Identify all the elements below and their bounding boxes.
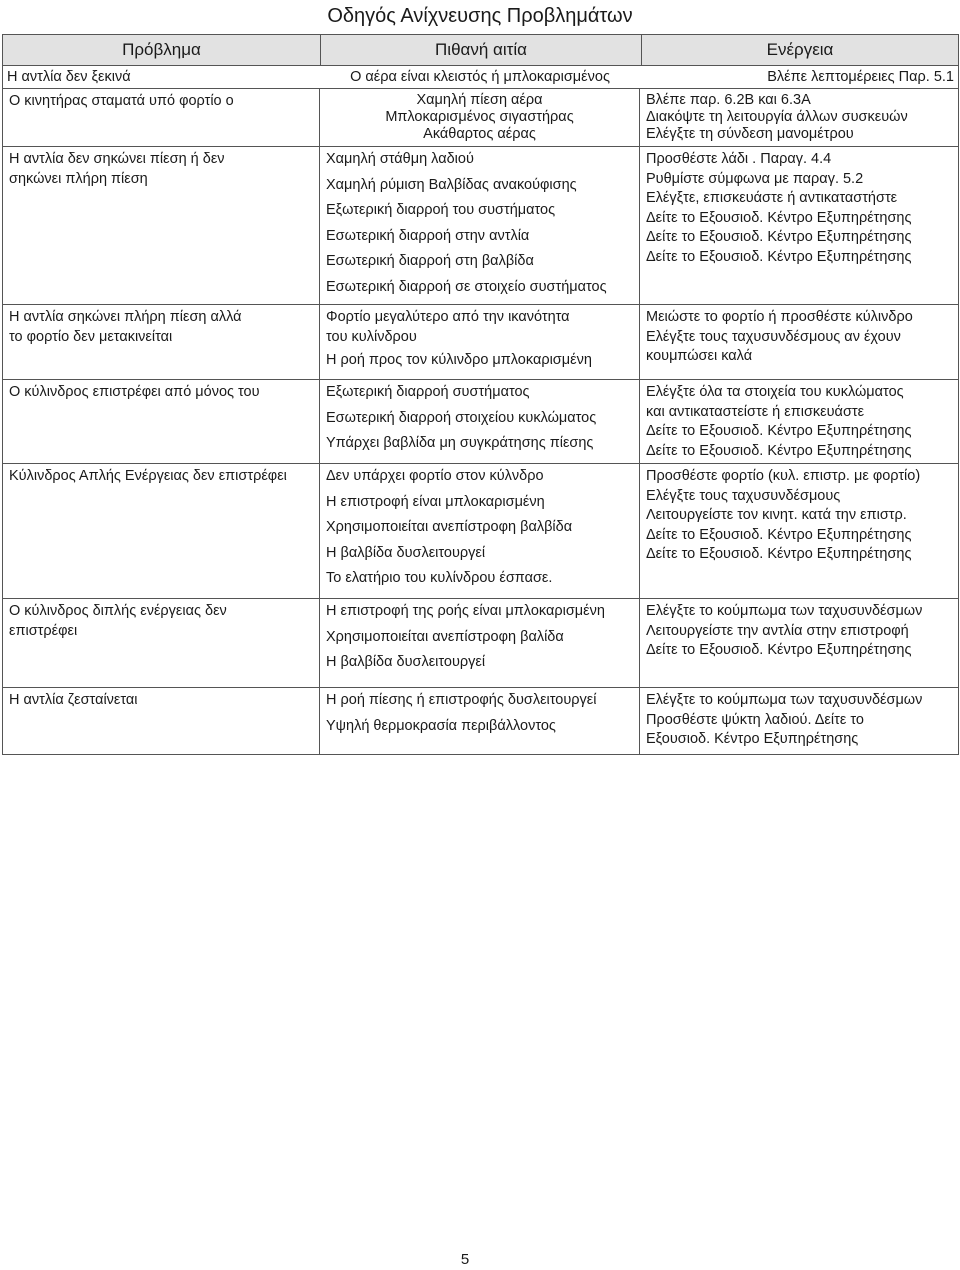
action-line: Μειώστε το φορτίο ή προσθέστε κύλινδρο <box>646 309 913 325</box>
cause-cell <box>320 688 640 754</box>
problem-cell <box>3 464 320 598</box>
problem-cell <box>3 688 320 754</box>
problem-line: Ο κύλινδρος διπλής ενέργειας δεν <box>9 603 227 619</box>
cause-line: Η ροή προς τον κύλινδρο μπλοκαρισμένη <box>326 352 592 368</box>
action-line: Εξουσιοδ. Κέντρο Εξυπηρέτησης <box>646 731 859 747</box>
page-title: Οδηγός Ανίχνευσης Προβλημάτων <box>327 5 633 27</box>
problem-line: επιστρέφει <box>9 622 78 639</box>
action-line: Ελέγξτε όλα τα στοιχεία του κυκλώματος <box>646 384 904 400</box>
cause-cell <box>320 464 640 598</box>
header-action: Ενέργεια <box>766 40 834 59</box>
cause-line: Η βαλβίδα δυσλειτουργεί <box>326 654 486 670</box>
action-line: Δείτε το Εξουσιοδ. Κέντρο Εξυπηρέτησης <box>646 209 912 226</box>
header-cause: Πιθανή αιτία <box>321 35 642 65</box>
cause-line: Χαμηλή πίεση αέρα <box>416 92 543 108</box>
action-line: Δείτε το Εξουσιοδ. Κέντρο Εξυπηρέτησης <box>646 642 912 658</box>
cause-line: Χαμηλή στάθμη λαδιού <box>326 151 474 167</box>
cause-line: Φορτίο μεγαλύτερο από την ικανότητα <box>326 309 570 325</box>
cause-cell <box>320 380 640 463</box>
action-cell: Βλέπε λεπτομέρειες Παρ. 5.1 <box>767 69 954 85</box>
action-line: Ελέγξτε το κούμπωμα των ταχυσυνδέσμων <box>646 692 923 708</box>
problem-cell <box>3 305 320 379</box>
action-cell <box>640 305 958 379</box>
problem-cell: Η αντλία δεν ξεκινά <box>7 69 131 85</box>
action-cell <box>640 89 958 146</box>
problem-line: Η αντλία ζεσταίνεται <box>9 692 138 708</box>
cause-cell <box>320 89 640 146</box>
problem-line: Η αντλία δεν σηκώνει πίεση ή δεν <box>9 151 225 167</box>
page-number: 5 <box>460 1251 470 1268</box>
cause-cell <box>320 599 640 687</box>
cause-line: Εσωτερική διαρροή στη βαλβίδα <box>326 253 534 269</box>
cause-line: Εσωτερική διαρροή στην αντλία <box>326 227 530 244</box>
action-line: Δείτε το Εξουσιοδ. Κέντρο Εξυπηρέτησης <box>646 442 912 459</box>
cause-line: Η επιστροφή της ροής είναι μπλοκαρισμένη <box>326 603 605 619</box>
action-line: Ελέγξτε τη σύνδεση μανομέτρου <box>646 126 854 142</box>
cause-line: Εξωτερική διαρροή συστήματος <box>326 384 530 400</box>
cause-line: Εσωτερική διαρροή σε στοιχείο συστήματος <box>326 278 607 295</box>
action-line: Ελέγξτε, επισκευάστε ή αντικαταστήστε <box>646 190 898 206</box>
cause-line: Η επιστροφή είναι μπλοκαρισμένη <box>326 493 545 510</box>
table-row <box>3 688 958 754</box>
action-line: Βλέπε παρ. 6.2Β και 6.3Α <box>646 92 811 108</box>
action-line: και αντικαταστείστε ή επισκευάστε <box>646 403 865 420</box>
action-cell <box>640 599 958 687</box>
cause-line: Ακάθαρτος αέρας <box>423 126 536 142</box>
problem-line: σηκώνει πλήρη πίεση <box>9 170 148 187</box>
problem-cell <box>3 147 320 304</box>
action-line: Προσθέστε ψύκτη λαδιού. Δείτε το <box>646 711 864 728</box>
cause-line: Χρησιμοποιείται ανεπίστροφη βαλίδα <box>326 628 564 645</box>
action-line: Δείτε το Εξουσιοδ. Κέντρο Εξυπηρέτησης <box>646 546 912 562</box>
table-row <box>3 599 958 688</box>
troubleshooting-table <box>2 34 959 755</box>
action-cell <box>640 147 958 304</box>
cause-line: Δεν υπάρχει φορτίο στον κύλνδρο <box>326 468 544 484</box>
cause-line: Εξωτερική διαρροή του συστήματος <box>326 202 556 218</box>
action-cell <box>640 380 958 463</box>
cause-line: Εσωτερική διαρροή στοιχείου κυκλώματος <box>326 409 597 426</box>
cause-line: Χαμηλή ρύμιση Βαλβίδας ανακούφισης <box>326 176 577 193</box>
cause-line: Η βαλβίδα δυσλειτουργεί <box>326 544 486 561</box>
cause-line: Η ροή πίεσης ή επιστροφής δυσλειτουργεί <box>326 692 597 708</box>
cause-line: Υπάρχει βαβλίδα μη συγκράτησης πίεσης <box>326 435 594 451</box>
table-row <box>3 464 958 599</box>
action-cell <box>640 688 958 754</box>
action-line: κουμπώσει καλά <box>646 348 753 364</box>
action-line: Λειτουργείστε την αντλία στην επιστροφή <box>646 622 909 639</box>
action-line: Ελέγξτε το κούμπωμα των ταχυσυνδέσμων <box>646 603 923 619</box>
cause-line: Μπλοκαρισμένος σιγαστήρας <box>385 109 574 125</box>
problem-cell <box>3 599 320 687</box>
header-problem: Πρόβλημα <box>3 35 321 65</box>
cause-cell <box>320 147 640 304</box>
action-line: Προσθέστε φορτίο (κυλ. επιστρ. με φορτίο) <box>646 468 921 484</box>
problem-line: Ο κινητήρας σταματά υπό φορτίο ο <box>9 93 234 109</box>
cause-cell: Ο αέρα είναι κλειστός ή μπλοκαρισμένος <box>350 69 610 85</box>
table-row <box>3 305 958 380</box>
cause-line: Το ελατήριο του κυλίνδρου έσπασε. <box>326 570 553 586</box>
problem-line: Κύλινδρος Απλής Ενέργειας δεν επιστρέφει <box>9 468 287 484</box>
action-line: Ελέγξτε τους ταχυσυνδέσμους αν έχουν <box>646 328 901 345</box>
table-row <box>3 147 958 305</box>
table-row <box>3 66 958 89</box>
cause-line: του κυλίνδρου <box>326 328 417 345</box>
problem-cell <box>3 380 320 463</box>
action-line: Δείτε το Εξουσιοδ. Κέντρο Εξυπηρέτησης <box>646 229 912 245</box>
action-line: Διακόψτε τη λειτουργία άλλων συσκευών <box>646 109 908 125</box>
cause-line: Χρησιμοποιείται ανεπίστροφη βαλβίδα <box>326 519 573 535</box>
action-line: Ρυθμίστε σύμφωνα με παραγ. 5.2 <box>646 170 864 187</box>
table-row <box>3 89 958 147</box>
action-cell <box>640 464 958 598</box>
action-line: Δείτε το Εξουσιοδ. Κέντρο Εξυπηρέτησης <box>646 526 912 543</box>
cause-line: Υψηλή θερμοκρασία περιβάλλοντος <box>326 717 556 734</box>
cause-cell <box>320 305 640 379</box>
action-line: Προσθέστε λάδι . Παραγ. 4.4 <box>646 151 832 167</box>
problem-cell <box>3 89 320 146</box>
problem-line: το φορτίο δεν μετακινείται <box>9 328 173 345</box>
table-header <box>3 35 958 66</box>
table-row <box>3 380 958 464</box>
action-line: Δείτε το Εξουσιοδ. Κέντρο Εξυπηρέτησης <box>646 423 912 439</box>
problem-line: Η αντλία σηκώνει πλήρη πίεση αλλά <box>9 309 242 325</box>
action-line: Λειτουργείστε τον κινητ. κατά την επιστρ. <box>646 507 907 523</box>
action-line: Δείτε το Εξουσιοδ. Κέντρο Εξυπηρέτησης <box>646 248 912 265</box>
action-line: Ελέγξτε τους ταχυσυνδέσμους <box>646 487 841 504</box>
problem-line: Ο κύλινδρος επιστρέφει από μόνος του <box>9 384 260 400</box>
